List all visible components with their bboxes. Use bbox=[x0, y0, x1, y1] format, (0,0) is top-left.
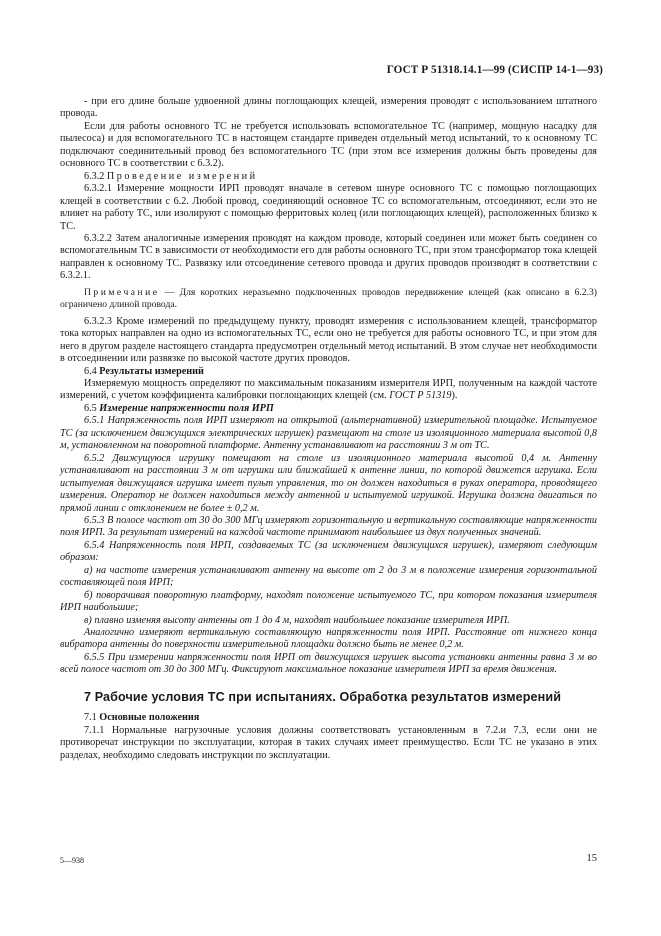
note bbox=[60, 287, 597, 312]
page-number: 15 bbox=[586, 853, 597, 864]
paragraph: 7.1.1 Нормальные нагрузочные условия должны соответствовать установленным в 7.2.и 7.3, если они не противоречат инструкции по эксплуатации, которая в таких случаях имеет преимущество. Если ТС не указано в этих разделах, необходимо следовать инструкции по эксплуатации. bbox=[60, 724, 597, 761]
paragraph: 6.3.2.2 Затем аналогичные измерения проводят на каждом проводе, который соединен или может быть соединен со вспомогательным ТС в зависимости от необходимости его для работы основного ТС, при этом трансформатор тока клещей направлен к основному ТС. Развязку или отсоединение сетевого провода и других проводов производят в соответствии с 6.3.2.1. bbox=[60, 232, 597, 282]
paragraph: 6.5.4 Напряженность поля ИРП, создаваемых ТС (за исключением движущихся игрушек), измеряют следующим образом: bbox=[60, 539, 597, 564]
heading-number: 6.3.2 bbox=[84, 170, 105, 182]
heading-number: 7.1 bbox=[84, 712, 97, 724]
paragraph: Аналогично измеряют вертикальную составляющую напряженности поля ИРП. Расстояние от нижнего конца вибратора антенны до поверхности измерительной площадки должно быть не менее 0,2 м. bbox=[60, 627, 597, 651]
paragraph: 6.5.1 Напряженность поля ИРП измеряют на открытой (альтернативной) измерительной площадке. Испытуемое ТС (за исключением движущихся электрических игрушек) размещают на столе из изоляционного материала высотой 0,8 м, установленном на поворотной платформе. Антенну устанавливают на расстоянии 3 м от ТС. bbox=[60, 415, 597, 452]
subsection-heading-6-4 bbox=[60, 366, 597, 378]
heading-number: 6.5 bbox=[84, 402, 97, 414]
note-label: Примечание bbox=[84, 286, 160, 298]
note-text: — Для коротких неразъемно подключенных проводов передвижение клещей (как описано в 6.2.3) ограничено длиной провода. bbox=[60, 286, 597, 311]
paragraph: Если для работы основного ТС не требуется использовать вспомогательное ТС (например, мощную насадку для пылесоса) и для вспомогательного ТС в настоящем стандарте приведен отдельный метод испытаний, то к основному ТС подключают соединительный провод без вспомогательного ТС (при этом все измерения должны быть проведены для основного ТС в соответствии с 6.3.2). bbox=[60, 120, 597, 170]
paragraph-text: ). bbox=[451, 390, 458, 402]
section-heading-7: 7 Рабочие условия ТС при испытаниях. Обработка результатов измерений bbox=[84, 689, 562, 704]
subsection-heading-6-3-2 bbox=[60, 171, 597, 183]
list-item: б) поворачивая поворотную платформу, находят положение испытуемого ТС, при котором показания измерителя ИРП наибольшие; bbox=[60, 589, 597, 614]
paragraph-text: Измеряемую мощность определяют по максимальным показаниям измерителя ИРП, полученным на каждой частоте измерений, с учетом коэффициента калибровки поглощающих клещей (см. bbox=[60, 377, 597, 402]
subsection-heading-6-5 bbox=[60, 403, 597, 415]
paragraph: 6.5.2 Движущуюся игрушку помещают на столе из изоляционного материала высотой 0,4 м. Антенну устанавливают на расстоянии 3 м от игрушки или ближайшей к антенне линии, по которой движется игрушка. Если испытуемая движущаяся игрушка имеет пульт управления, то он должен находиться в руках оператора, проводящего измерения. Оператор не должен находиться между антенной и испытуемой игрушкой. Игрушка должна двигаться по прямой линии с отклонением не более ± 0,2 м. bbox=[60, 452, 597, 514]
heading-text: Основные положения bbox=[99, 712, 200, 724]
paragraph: - при его длине больше удвоенной длины поглощающих клещей, измерения проводят с использованием штатного провода. bbox=[60, 96, 597, 120]
paragraph: 6.5.3 В полосе частот от 30 до 300 МГц измеряют горизонтальную и вертикальную составляющие напряженности поля ИРП. За результат измерений на каждой частоте принимают наибольшее из двух полученных значений. bbox=[60, 514, 597, 539]
paragraph: 6.3.2.1 Измерение мощности ИРП проводят вначале в сетевом шнуре основного ТС с помощью поглощающих клещей в соответствии с 6.2. Любой провод, соединяющий основное ТС со вспомогательным, отсоединяют, если это не влияет на работу ТС, или изолируют с помощью ферритовых колец (или поглощающих клещей), расположенных близко к ТС. bbox=[60, 183, 597, 232]
paragraph: 6.5.5 При измерении напряженности поля ИРП от движущихся игрушек высота установки антенны равна 3 м во всей полосе частот от 30 до 300 МГц. Фиксируют максимальное показание измерителя ИРП за время движения. bbox=[60, 651, 597, 676]
subsection-heading-7-1 bbox=[60, 712, 597, 724]
print-code: 5—938 bbox=[60, 856, 84, 865]
list-item: а) на частоте измерения устанавливают антенну на высоте от 2 до 3 м в положение измерения горизонтальной составляющей поля ИРП; bbox=[60, 564, 597, 589]
paragraph bbox=[60, 378, 597, 403]
heading-text: Результаты измерений bbox=[99, 365, 204, 377]
paragraph: 6.3.2.3 Кроме измерений по предыдущему пункту, проводят измерения с использованием клещей, трансформатор тока которых направлен на одно из вспомогательных ТС, если оно не требуется для работы основного ТС, и при этом для него в другом разделе настоящего стандарта предусмотрен отдельный метод испытаний. В этом случае нет необходимости в отсоединении или развязке по высокой частоте других проводов. bbox=[60, 315, 597, 365]
heading-number: 6.4 bbox=[84, 365, 97, 377]
heading-text: Измерение напряженности поля ИРП bbox=[99, 402, 274, 414]
standard-reference: ГОСТ Р 51319 bbox=[389, 390, 452, 402]
document-body bbox=[60, 96, 597, 762]
heading-text: Проведение измерений bbox=[106, 170, 258, 182]
list-item: в) плавно изменяя высоту антенны от 1 до 4 м, находят наибольшее показание измерителя ИРП. bbox=[84, 614, 510, 626]
document-header: ГОСТ Р 51318.14.1—99 (СИСПР 14-1—93) bbox=[386, 64, 603, 76]
